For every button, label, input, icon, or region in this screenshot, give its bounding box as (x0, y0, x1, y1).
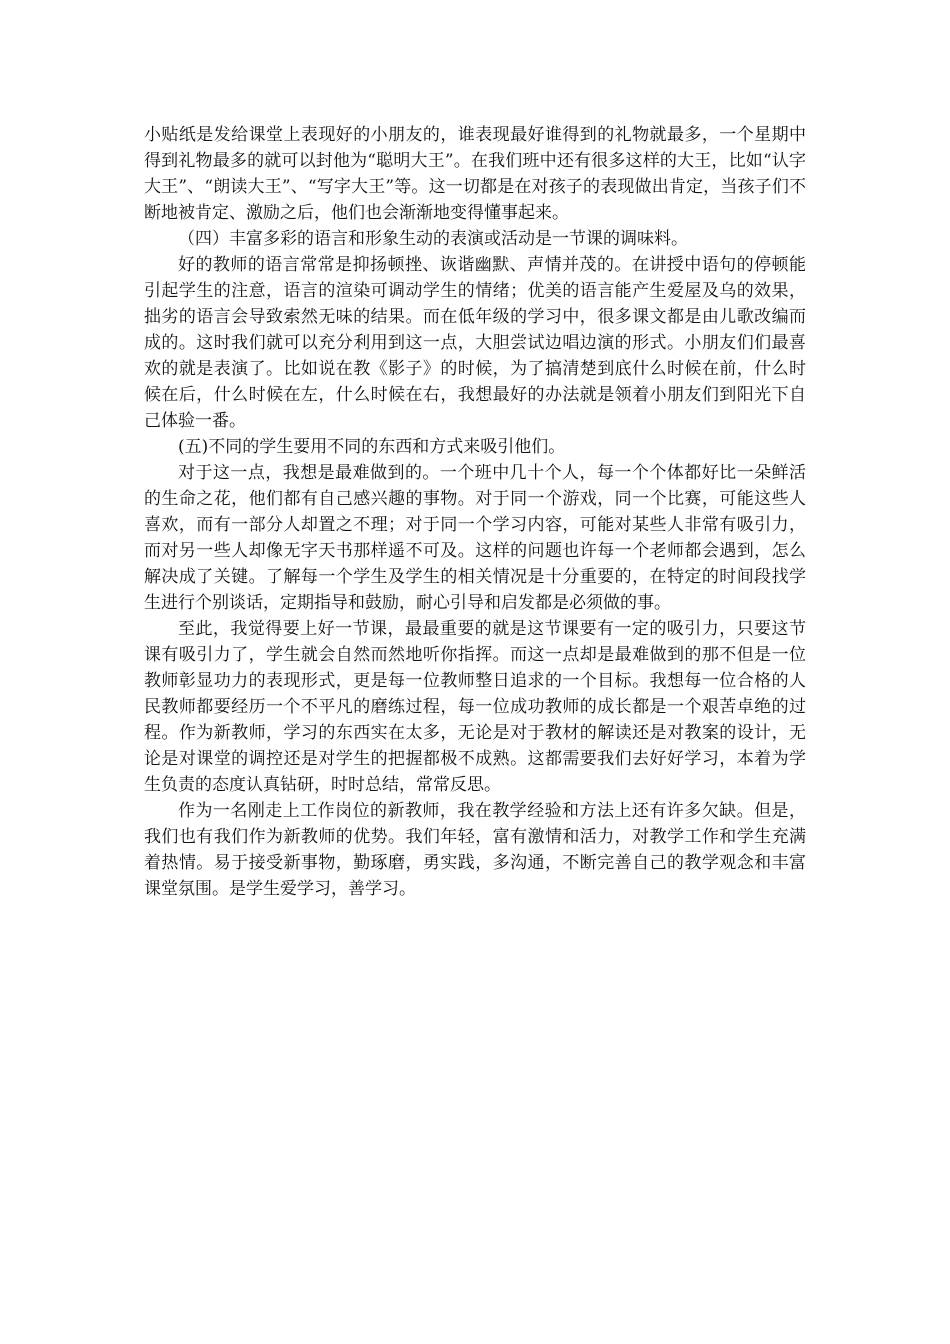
section-heading-4: （四）丰富多彩的语言和形象生动的表演或活动是一节课的调味料。 (178, 229, 688, 249)
paragraph-different-students: 对于这一点，我想是最难做到的。一个班中几十个人，每一个个体都好比一朵鲜活的生命之花，他们都有自己感兴趣的事物。对于同一个游戏，同一个比赛，可能这些人喜欢，而有一部分人却置之不理；对于同一个学习内容，可能对某些人非常有吸引力，而对另一些人却像无字天书那样遥不可及。这样的问题也许每一个老师都会遇到，怎么解决成了关键。了解每一个学生及学生的相关情况是十分重要的，在特定的时间段找学生进行个别谈话，定期指导和鼓励，耐心引导和启发都是必须做的事。 (144, 463, 806, 613)
document-page (144, 122, 806, 902)
paragraph-new-teacher: 作为一名刚走上工作岗位的新教师，我在教学经验和方法上还有许多欠缺。但是，我们也有我们作为新教师的优势。我们年轻，富有激情和活力，对教学工作和学生充满着热情。易于接受新事物，勤琢磨，勇实践，多沟通，不断完善自己的教学观念和丰富课堂氛围。是学生爱学习，善学习。 (144, 801, 806, 899)
paragraph-teacher-language: 好的教师的语言常常是抑扬顿挫、诙谐幽默、声情并茂的。在讲授中语句的停顿能引起学生的注意，语言的渲染可调动学生的情绪；优美的语言能产生爱屋及乌的效果，拙劣的语言会导致索然无味的结果。而在低年级的学习中，很多课文都是由儿歌改编而成的。这时我们就可以充分利用到这一点，大胆尝试边唱边演的形式。小朋友们们最喜欢的就是表演了。比如说在教《影子》的时候，为了搞清楚到底什么时候在前，什么时候在后，什么时候在左，什么时候在右，我想最好的办法就是领着小朋友们到阳光下自己体验一番。 (144, 255, 806, 431)
paragraph-conclusion: 至此，我觉得要上好一节课，最最重要的就是这节课要有一定的吸引力，只要这节课有吸引力了，学生就会自然而然地听你指挥。而这一点却是最难做到的那不但是一位教师彰显功力的表现形式，更是每一位教师整日追求的一个目标。我想每一位合格的人民教师都要经历一个不平凡的磨练过程，每一位成功教师的成长都是一个艰苦卓绝的过程。作为新教师，学习的东西实在太多，无论是对于教材的解读还是对教案的设计，无论是对课堂的调控还是对学生的把握都极不成熟。这都需要我们去好好学习，本着为学生负责的态度认真钻研，时时总结，常常反思。 (144, 619, 806, 795)
section-heading-5: (五)不同的学生要用不同的东西和方式来吸引他们。 (178, 437, 566, 457)
paragraph-continuation: 小贴纸是发给课堂上表现好的小朋友的，谁表现最好谁得到的礼物就最多，一个星期中得到礼物最多的就可以封他为“聪明大王”。在我们班中还有很多这样的大王，比如“认字大王”、“朗读大王”、“写字大王”等。这一切都是在对孩子的表现做出肯定，当孩子们不断地被肯定、激励之后，他们也会渐渐地变得懂事起来。 (144, 125, 806, 223)
